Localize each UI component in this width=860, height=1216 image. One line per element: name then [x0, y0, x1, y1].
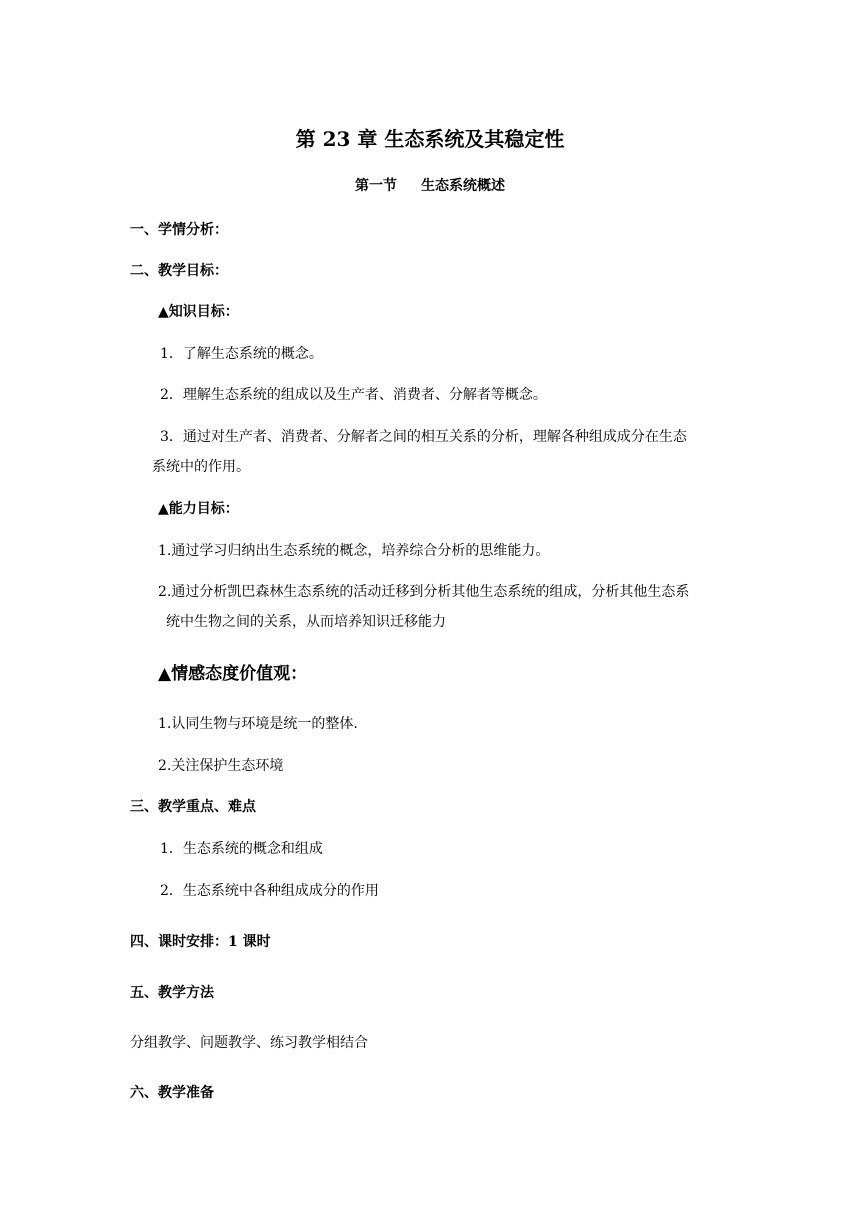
key-point-1: 1．生态系统的概念和组成 [160, 841, 323, 857]
knowledge-goal-3-line2: 系统中的作用。 [152, 459, 250, 475]
ability-goal-1: 1.通过学习归纳出生态系统的概念，培养综合分析的思维能力。 [158, 543, 550, 559]
ability-goal-2-line1: 2.通过分析凯巴森林生态系统的活动迁移到分析其他生态系统的组成，分析其他生态系 [158, 584, 690, 600]
heading-emotion-values: ▲情感态度价值观： [158, 664, 308, 684]
subtitle-section-name: 生态系统概述 [421, 178, 505, 194]
knowledge-goal-3-line1: 3．通过对生产者、消费者、分解者之间的相互关系的分析，理解各种组成成分在生态 [160, 429, 687, 445]
emotion-goal-2: 2.关注保护生态环境 [158, 758, 284, 774]
ability-goal-2-line2: 统中生物之间的关系，从而培养知识迁移能力 [166, 614, 446, 630]
heading-key-points: 三、教学重点、难点 [130, 799, 256, 815]
emotion-goal-1: 1.认同生物与环境是统一的整体. [158, 716, 358, 732]
heading-teaching-preparation: 六、教学准备 [130, 1085, 214, 1101]
knowledge-goal-2: 2．理解生态系统的组成以及生产者、消费者、分解者等概念。 [160, 387, 547, 403]
section-subtitle [0, 179, 860, 193]
page-title: 第 23 章 生态系统及其稳定性 [295, 127, 565, 151]
knowledge-goal-1: 1．了解生态系统的概念。 [160, 346, 323, 362]
teaching-methods-text: 分组教学、问题教学、练习教学相结合 [130, 1035, 368, 1051]
heading-learning-analysis: 一、学情分析： [130, 222, 228, 238]
key-point-2: 2．生态系统中各种组成成分的作用 [160, 883, 379, 899]
heading-teaching-goals: 二、教学目标： [130, 263, 228, 279]
subtitle-section-number: 第一节 [355, 178, 397, 194]
heading-ability-goals: ▲能力目标： [158, 501, 239, 517]
heading-teaching-methods: 五、教学方法 [130, 985, 214, 1001]
heading-class-hours: 四、课时安排：1 课时 [130, 934, 271, 950]
heading-knowledge-goals: ▲知识目标： [158, 304, 239, 320]
